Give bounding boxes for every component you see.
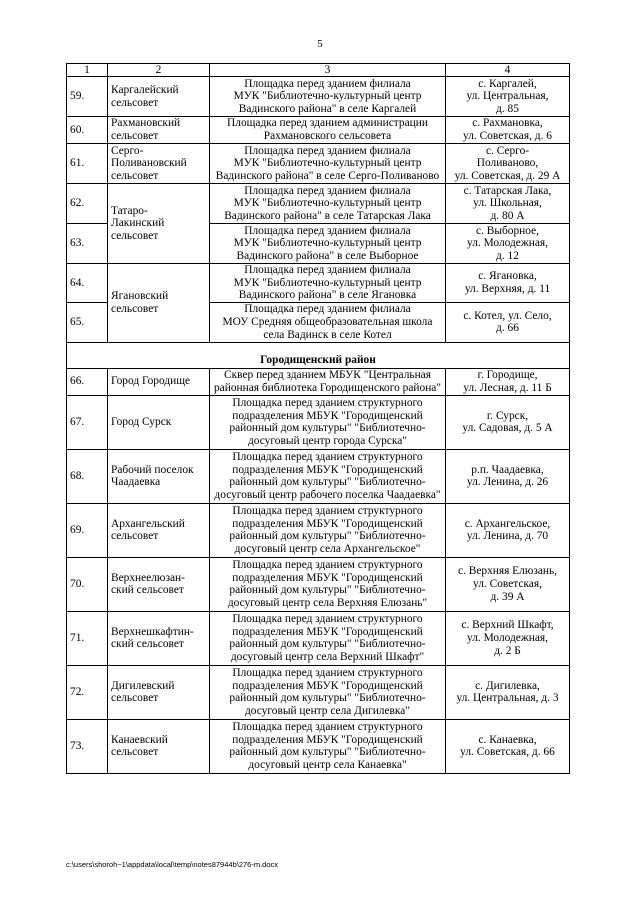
row-number: 67. (67, 395, 108, 449)
cell-line: досуговый центр города Сурска" (247, 434, 407, 447)
cell-line: досуговый центр села Верхняя Елюзань" (227, 596, 428, 609)
cell-line: села Вадинск в селе Котел (263, 328, 392, 341)
location-description (210, 557, 446, 611)
location-description (210, 224, 446, 264)
cell-line: подразделения МБУК "Городищенский (232, 733, 423, 746)
cell-line: подразделения МБУК "Городищенский (232, 409, 423, 422)
cell-line: Площадка перед зданием филиала (244, 144, 411, 157)
cell-line: Рахмановского сельсовета (263, 130, 392, 142)
cell-line: с. Верхний Шкафт, (461, 619, 554, 632)
cell-line: Вадинского района" в селе Каргалей (238, 102, 417, 115)
cell-line: ул. Советская, д. 29 А (454, 169, 561, 182)
cell-line: с. Татарская Лака, (463, 184, 552, 197)
cell-line: ул. Молодежная, (467, 631, 548, 644)
table-row (67, 719, 570, 773)
cell-line: Каргалейский (111, 83, 179, 96)
cell-line: сельсовет (111, 169, 159, 182)
row-number: 63. (67, 224, 108, 264)
location-description (210, 719, 446, 773)
row-number: 72. (67, 665, 108, 719)
cell-line: с. Рахмановка, (472, 117, 543, 130)
cell-line: Вадинского района" в селе Ягановка (238, 289, 417, 302)
cell-line: д. 80 А (490, 209, 525, 222)
cell-line: Площадка перед зданием администрации (227, 117, 428, 130)
row-number: 70. (67, 557, 108, 611)
location-description (210, 665, 446, 719)
section-title: Городищенский район (67, 342, 570, 368)
cell-line: с. Ягановка, (478, 270, 537, 283)
row-number: 73. (67, 719, 108, 773)
cell-line: с. Канаевка, (478, 733, 537, 746)
cell-line: Площадка перед зданием филиала (244, 303, 411, 316)
district-name (108, 264, 210, 343)
cell-line: районный дом культуры" "Библиотечно- (229, 476, 426, 489)
district-name (108, 503, 210, 557)
table-row (67, 611, 570, 665)
cell-line: ул. Советская, д. 6 (463, 130, 552, 142)
district-name (108, 117, 210, 144)
address (446, 557, 570, 611)
cell-line: г. Городище, (477, 369, 538, 382)
district-name (108, 611, 210, 665)
page-number: 5 (317, 38, 323, 50)
location-description (210, 77, 446, 117)
district-name (108, 719, 210, 773)
cell-line: районный дом культуры" "Библиотечно- (229, 584, 426, 597)
table-row (67, 557, 570, 611)
cell-line: подразделения МБУК "Городищенский (232, 517, 423, 530)
cell-line: Верхнешкафтин- (111, 625, 194, 638)
cell-line: д. 12 (496, 249, 519, 262)
location-description (210, 184, 446, 224)
cell-line: ул. Центральная, (466, 90, 549, 103)
address (446, 449, 570, 503)
cell-line: с. Каргалей, (478, 77, 537, 90)
district-name (108, 184, 210, 264)
cell-line: Площадка перед зданием структурного (232, 505, 423, 518)
column-header: 3 (210, 64, 446, 77)
cell-line: д. 39 А (490, 590, 525, 603)
cell-line: Архангельский (111, 517, 185, 530)
cell-line: Площадка перед зданием филиала (244, 264, 411, 276)
column-header: 4 (446, 64, 570, 77)
cell-line: Дигилевский (111, 679, 175, 692)
cell-line: д. 66 (496, 322, 519, 335)
cell-line: Площадка перед зданием структурного (232, 397, 423, 410)
cell-line: Татаро- (111, 204, 148, 217)
cell-line: сельсовет (111, 130, 159, 142)
cell-line: ул. Молодежная, (467, 237, 548, 250)
cell-line: Сквер перед зданием МБУК "Центральная (224, 369, 431, 382)
address (446, 503, 570, 557)
row-number: 61. (67, 144, 108, 184)
address (446, 302, 570, 342)
table-row (67, 264, 570, 303)
table-header-row (67, 64, 570, 77)
district-name (108, 395, 210, 449)
address (446, 665, 570, 719)
address (446, 368, 570, 395)
cell-line: Рабочий поселок (111, 463, 194, 476)
location-description (210, 611, 446, 665)
cell-line: Город Сурск (111, 415, 172, 428)
table-row (67, 368, 570, 395)
cell-line: МУК "Библиотечно-культурный центр (233, 157, 422, 170)
cell-line: районный дом культуры" "Библиотечно- (229, 746, 426, 759)
cell-line: ул. Советская, (473, 577, 542, 590)
table-row (67, 117, 570, 144)
cell-line: Площадка перед зданием филиала (244, 77, 411, 90)
district-name (108, 144, 210, 184)
cell-line: Рахмановский (111, 117, 181, 130)
section-row (67, 342, 570, 368)
row-number: 69. (67, 503, 108, 557)
cell-line: г. Сурск, (486, 409, 529, 422)
cell-line: досуговый центр села Канаевка" (248, 758, 407, 771)
table-row (67, 144, 570, 184)
cell-line: Площадка перед зданием структурного (232, 667, 423, 680)
cell-line: досуговый центр села Дигилевка" (245, 704, 410, 717)
cell-line: ский сельсовет (111, 584, 184, 597)
row-number: 68. (67, 449, 108, 503)
cell-line: д. 2 Б (494, 644, 521, 657)
address (446, 77, 570, 117)
cell-line: ул. Ленина, д. 70 (466, 530, 549, 543)
cell-line: МУК "Библиотечно-культурный центр (233, 237, 422, 250)
cell-line: ул. Советская, д. 66 (460, 746, 555, 759)
table-row (67, 184, 570, 224)
cell-line: с. Верхняя Елюзань, (457, 565, 558, 578)
cell-line: с. Архангельское, (464, 517, 551, 530)
district-name (108, 665, 210, 719)
cell-line: районный дом культуры" "Библиотечно- (229, 638, 426, 651)
row-number: 66. (67, 368, 108, 395)
cell-line: подразделения МБУК "Городищенский (232, 679, 423, 692)
location-description (210, 302, 446, 342)
cell-line: районный дом культуры" "Библиотечно- (229, 530, 426, 543)
cell-line: ул. Лесная, д. 11 Б (463, 381, 552, 394)
table-row (67, 77, 570, 117)
cell-line: Площадка перед зданием структурного (232, 613, 423, 626)
cell-line: сельсовет (111, 530, 159, 543)
cell-line: сельсовет (111, 746, 159, 759)
cell-line: Площадка перед зданием структурного (232, 559, 423, 572)
location-description (210, 395, 446, 449)
district-name (108, 449, 210, 503)
cell-line: Верхнеелюзан- (111, 571, 185, 584)
cell-line: МУК "Библиотечно-культурный центр (233, 276, 422, 289)
address (446, 144, 570, 184)
cell-line: досуговый центр села Архангельское" (234, 542, 421, 555)
cell-line: районная библиотека Городищенского района" (213, 381, 442, 394)
row-number: 62. (67, 184, 108, 224)
address (446, 395, 570, 449)
data-table (66, 63, 570, 774)
cell-line: сельсовет (111, 302, 159, 315)
cell-line: д. 85 (496, 102, 519, 115)
location-description (210, 503, 446, 557)
row-number: 59. (67, 77, 108, 117)
cell-line: с. Котел, ул. Село, (463, 309, 552, 322)
cell-line: районный дом культуры" "Библиотечно- (229, 422, 426, 435)
cell-line: подразделения МБУК "Городищенский (232, 571, 423, 584)
cell-line: ул. Центральная, д. 3 (456, 692, 559, 705)
row-number: 60. (67, 117, 108, 144)
cell-line: Серго- (111, 144, 144, 157)
cell-line: сельсовет (111, 96, 159, 109)
district-name (108, 557, 210, 611)
table-row (67, 449, 570, 503)
address (446, 611, 570, 665)
address (446, 264, 570, 303)
cell-line: Площадка перед зданием структурного (232, 451, 423, 464)
location-description (210, 264, 446, 303)
cell-line: сельсовет (111, 692, 159, 705)
cell-line: подразделения МБУК "Городищенский (232, 625, 423, 638)
cell-line: досуговый центр рабочего поселка Чаадаевка" (214, 488, 441, 501)
cell-line: сельсовет (111, 229, 159, 242)
cell-line: подразделения МБУК "Городищенский (232, 463, 423, 476)
table-row (67, 665, 570, 719)
cell-line: р.п. Чаадаевка, (471, 463, 544, 476)
column-header: 1 (67, 64, 108, 77)
cell-line: с. Дигилевка, (475, 679, 540, 692)
table-row (67, 503, 570, 557)
cell-line: Вадинского района" в селе Татарская Лака (224, 209, 431, 222)
cell-line: Лакинский (111, 217, 165, 230)
cell-line: районный дом культуры" "Библиотечно- (229, 692, 426, 705)
cell-line: ул. Садовая, д. 5 А (462, 422, 553, 435)
table-row (67, 395, 570, 449)
cell-line: с. Серго- (485, 144, 530, 157)
address (446, 719, 570, 773)
cell-line: ул. Верхняя, д. 11 (464, 282, 551, 295)
cell-line: Площадка перед зданием структурного (232, 721, 423, 734)
cell-line: Поливаново, (476, 157, 539, 170)
address (446, 184, 570, 224)
location-description (210, 144, 446, 184)
cell-line: Вадинского района" в селе Выборное (236, 249, 419, 262)
cell-line: Площадка перед зданием филиала (244, 224, 411, 237)
footer-file-path: c:\users\shoroh~1\appdata\local\temp\notes87944b\276-m.docx (66, 860, 279, 869)
cell-line: МУК "Библиотечно-культурный центр (233, 90, 422, 103)
column-header: 2 (108, 64, 210, 77)
row-number: 65. (67, 302, 108, 342)
cell-line: Канаевский (111, 733, 168, 746)
cell-line: Вадинского района" в селе Серго-Поливаново (215, 169, 440, 182)
address (446, 117, 570, 144)
cell-line: ул. Школьная, (473, 197, 542, 210)
location-description (210, 449, 446, 503)
cell-line: Город Городище (111, 375, 191, 388)
cell-line: с. Выборное, (475, 224, 540, 237)
table-body (67, 64, 570, 774)
cell-line: МУК "Библиотечно-культурный центр (233, 197, 422, 210)
row-number: 71. (67, 611, 108, 665)
location-description (210, 117, 446, 144)
cell-line: ский сельсовет (111, 638, 184, 651)
address (446, 224, 570, 264)
cell-line: Ягановский (111, 290, 169, 303)
cell-line: МОУ Средняя общеобразовательная школа (222, 315, 433, 328)
location-description (210, 368, 446, 395)
cell-line: Площадка перед зданием филиала (244, 184, 411, 197)
cell-line: досуговый центр села Верхний Шкафт" (230, 650, 425, 663)
cell-line: ул. Ленина, д. 26 (466, 476, 549, 489)
row-number: 64. (67, 264, 108, 303)
district-name (108, 368, 210, 395)
cell-line: Поливановский (111, 157, 187, 170)
district-name (108, 77, 210, 117)
cell-line: Чаадаевка (111, 476, 161, 489)
